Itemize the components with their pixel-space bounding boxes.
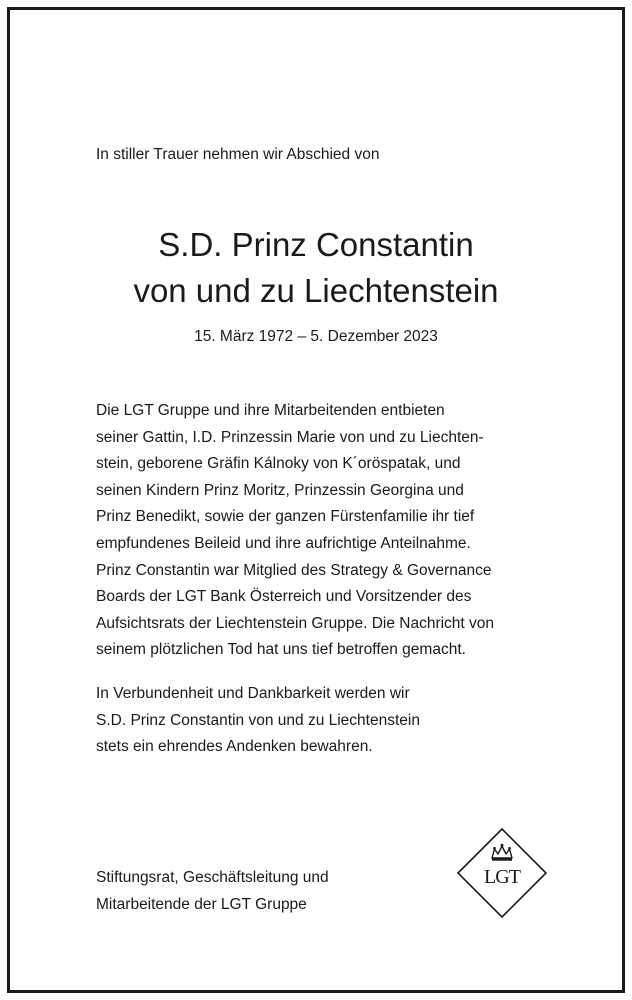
paragraph-line: Prinz Benedikt, sowie der ganzen Fürstenfamilie ihr tief xyxy=(96,508,475,526)
name-line-1: S.D. Prinz Constantin xyxy=(158,226,474,263)
paragraph-line: S.D. Prinz Constantin von und zu Liechtenstein xyxy=(96,711,420,729)
signature-line: Mitarbeitende der LGT Gruppe xyxy=(96,895,307,913)
remembrance-paragraph xyxy=(96,681,556,761)
paragraph-line: Aufsichtsrats der Liechtenstein Gruppe. Die Nachricht von xyxy=(96,614,495,632)
name-block xyxy=(0,222,632,348)
paragraph-line: seinen Kindern Prinz Moritz, Prinzessin Georgina und xyxy=(96,481,464,499)
crown-icon xyxy=(492,844,512,861)
paragraph-line: In Verbundenheit und Dankbarkeit werden wir xyxy=(96,685,410,702)
condolence-paragraph xyxy=(96,398,556,664)
name-line-2: von und zu Liechtenstein xyxy=(133,272,499,309)
lgt-logo-icon xyxy=(456,827,548,919)
signature xyxy=(96,865,329,918)
signature-line: Stiftungsrat, Geschäftsleitung und xyxy=(96,869,329,886)
paragraph-line: stein, geborene Gräfin Kálnoky von K´oröspatak, und xyxy=(96,455,461,473)
paragraph-line: seiner Gattin, I.D. Prinzessin Marie von und zu Liechten- xyxy=(96,428,484,446)
paragraph-line: seinem plötzlichen Tod hat uns tief betroffen gemacht. xyxy=(96,641,466,659)
logo-text: LGT xyxy=(484,866,520,888)
intro-text: In stiller Trauer nehmen wir Abschied von xyxy=(96,146,380,163)
paragraph-line: Boards der LGT Bank Österreich und Vorsitzender des xyxy=(96,588,472,606)
paragraph-line: stets ein ehrendes Andenken bewahren. xyxy=(96,738,373,756)
life-dates: 15. März 1972 – 5. Dezember 2023 xyxy=(194,328,438,345)
paragraph-line: empfundenes Beileid und ihre aufrichtige Anteilnahme. xyxy=(96,534,471,552)
paragraph-line: Prinz Constantin war Mitglied des Strategy & Governance xyxy=(96,561,492,579)
paragraph-line: Die LGT Gruppe und ihre Mitarbeitenden entbieten xyxy=(96,402,445,419)
